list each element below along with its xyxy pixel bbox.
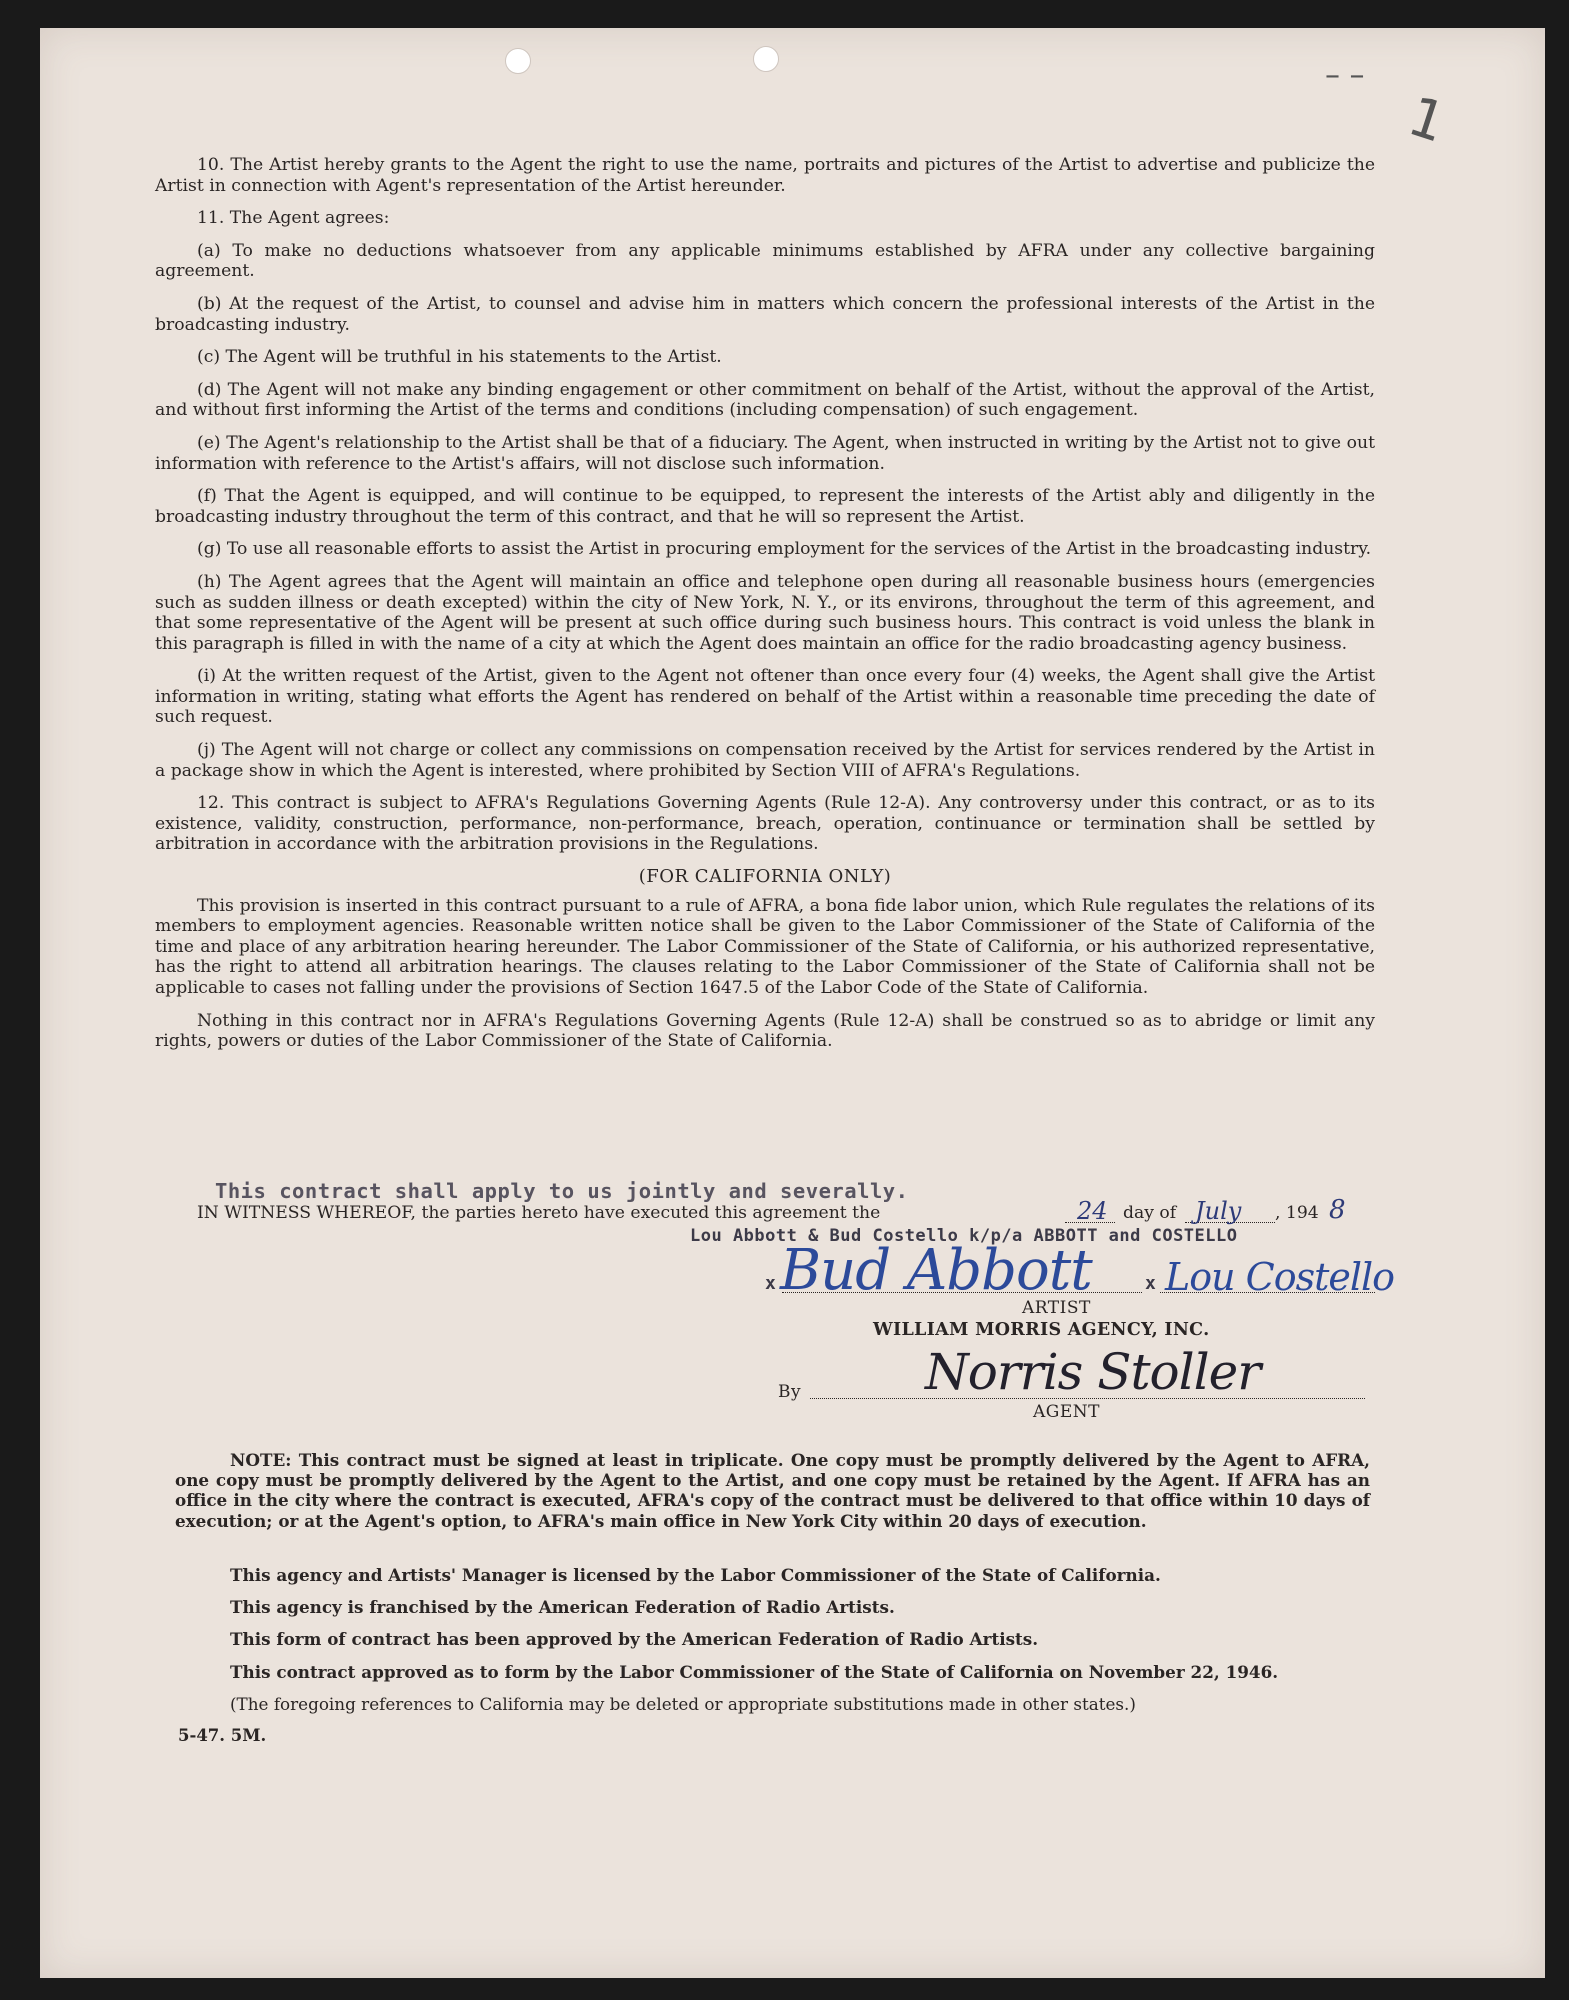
- witness-month: July: [1195, 1197, 1242, 1225]
- typed-jointly-severally: This contract shall apply to us jointly and severally.: [215, 1179, 909, 1203]
- contract-clauses: [155, 155, 1375, 1052]
- note-paragraph: [175, 1450, 1370, 1531]
- footer-licensed: This agency and Artists' Manager is licensed by the Labor Commissioner of the State of California.: [230, 1565, 1161, 1585]
- by-label: By: [778, 1382, 802, 1402]
- clause-10: 10. The Artist hereby grants to the Agent the right to use the name, portraits and pictures of the Artist to advertise and publicize the Artist in connection with Agent's representation of the Artist hereunder.: [155, 155, 1375, 196]
- agent-label: AGENT: [1033, 1402, 1100, 1422]
- punch-hole-right: [753, 46, 779, 72]
- witness-year-prefix: , 194: [1275, 1203, 1319, 1223]
- artist-label: ARTIST: [1022, 1298, 1091, 1318]
- clause-11j: (j) The Agent will not charge or collect any commissions on compensation received by the Artist for services rendered by the Artist in a package show in which the Agent is interested, where prohibited by Section VIII of AFRA's Regulations.: [155, 740, 1375, 781]
- note-text: NOTE: This contract must be signed at least in triplicate. One copy must be promptly delivered by the Agent to AFRA, one copy must be promptly delivered by the Agent to the Artist, and one copy must be retained by the Agent. If AFRA has an office in the city where the contract is executed, AFRA's copy of the contract must be delivered to that office within 10 days of execution; or at the Agent's option, to AFRA's main office in New York City within 20 days of execution.: [175, 1450, 1370, 1531]
- clause-11c: (c) The Agent will be truthful in his statements to the Artist.: [197, 347, 722, 368]
- clause-11e: (e) The Agent's relationship to the Artist shall be that of a fiduciary. The Agent, when instructed in writing by the Artist not to give out information with reference to the Artist's affairs, will not disclose such information.: [155, 432, 1375, 474]
- pencil-count-mark: 1: [1401, 84, 1454, 155]
- punch-hole-left: [505, 48, 531, 74]
- clause-11b: (b) At the request of the Artist, to counsel and advise him in matters which concern the professional interests of the Artist in the broadcasting industry.: [155, 293, 1375, 335]
- clause-11d: (d) The Agent will not make any binding engagement or other commitment on behalf of the Artist, without the approval of the Artist, and without first informing the Artist of the terms and conditions (including compensation) of such engagement.: [155, 379, 1375, 421]
- witness-year-digit: 8: [1329, 1195, 1346, 1225]
- footer-california-references: (The foregoing references to California may be deleted or appropriate substitutions made in other states.): [230, 1694, 1136, 1714]
- california-heading: (FOR CALIFORNIA ONLY): [638, 866, 892, 888]
- footer-form-approved: This form of contract has been approved by the American Federation of Radio Artists.: [230, 1629, 1039, 1649]
- signature-lou-costello: Lou Costello: [1165, 1255, 1395, 1299]
- signature-bud-abbott: Bud Abbott: [780, 1238, 1092, 1303]
- agency-name: WILLIAM MORRIS AGENCY, INC.: [873, 1320, 1210, 1340]
- clause-11a: (a) To make no deductions whatsoever from any applicable minimums established by AFRA under any collective bargaining agreement.: [155, 240, 1375, 282]
- witness-prefix: IN WITNESS WHEREOF, the parties hereto have executed this agreement the: [197, 1203, 881, 1223]
- typed-artist-names: Lou Abbott & Bud Costello k/p/a ABBOTT and COSTELLO: [690, 1226, 1238, 1246]
- clause-11f: (f) That the Agent is equipped, and will continue to be equipped, to represent the interests of the Artist ably and diligently in the broadcasting industry throughout the term of this contract, and that he will so represent the Artist.: [155, 486, 1375, 527]
- witness-line: [155, 1195, 1375, 1225]
- pencil-dashes-mark: – –: [1325, 58, 1365, 93]
- clause-11h: (h) The Agent agrees that the Agent will maintain an office and telephone open during all reasonable business hours (emergencies such as sudden illness or death excepted) within the city of New York, N. Y., or its environs, throughout the term of this agreement, and that some representative of the Agent will be present at such office during such business hours. This contract is void unless the blank in this paragraph is filled in with the name of a city at which the Agent does maintain an office for the radio broadcasting agency business.: [155, 571, 1375, 654]
- signature-agent: Norris Stoller: [925, 1343, 1261, 1401]
- signature-x-mark-1: x: [765, 1273, 777, 1294]
- form-code: 5-47. 5M.: [178, 1726, 267, 1745]
- footer-franchised: This agency is franchised by the American Federation of Radio Artists.: [230, 1597, 895, 1617]
- clause-11g: (g) To use all reasonable efforts to assist the Artist in procuring employment for the services of the Artist in the broadcasting industry.: [197, 539, 1372, 560]
- footer-labor-commissioner: This contract approved as to form by the Labor Commissioner of the State of California on November 22, 1946.: [230, 1662, 1279, 1682]
- witness-day: 24: [1077, 1197, 1108, 1225]
- california-nothing-clause: Nothing in this contract nor in AFRA's Regulations Governing Agents (Rule 12-A) shall be construed so as to abridge or limit any rights, powers or duties of the Labor Commissioner of the State of California.: [155, 1010, 1375, 1052]
- clause-11i: (i) At the written request of the Artist, given to the Agent not oftener than once every four (4) weeks, the Agent shall give the Artist information in writing, stating what efforts the Agent has rendered on behalf of the Artist within a reasonable time preceding the date of such request.: [155, 666, 1375, 728]
- clause-11: 11. The Agent agrees:: [197, 208, 390, 229]
- signature-x-mark-2: x: [1145, 1273, 1157, 1294]
- witness-day-of: day of: [1123, 1203, 1177, 1223]
- clause-12: 12. This contract is subject to AFRA's Regulations Governing Agents (Rule 12-A). Any controversy under this contract, or as to its existence, validity, construction, performance, non-performance, breach, operation, continuance or termination shall be settled by arbitration in accordance with the arbitration provisions in the Regulations.: [155, 793, 1375, 855]
- california-provision: This provision is inserted in this contract pursuant to a rule of AFRA, a bona fide labor union, which Rule regulates the relations of its members to employment agencies. Reasonable written notice shall be given to the Labor Commissioner of the State of California of the time and place of any arbitration hearing hereunder. The Labor Commissioner of the State of California, or his authorized representative, has the right to attend all arbitration hearings. The clauses relating to the Labor Commissioner of the State of California shall not be applicable to cases not falling under the provisions of Section 1647.5 of the Labor Code of the State of California.: [155, 895, 1375, 998]
